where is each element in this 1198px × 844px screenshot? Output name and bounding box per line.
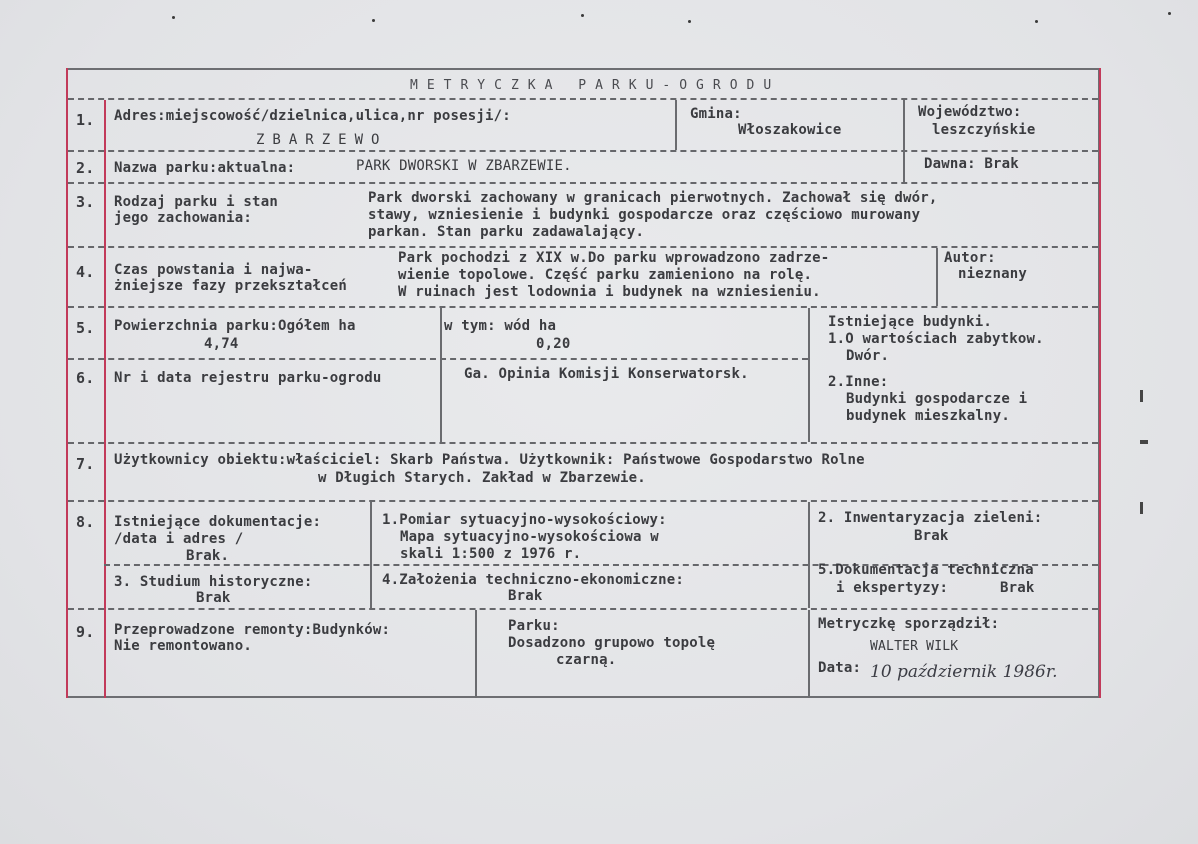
users-text: Użytkownicy obiektu:właściciel: Skarb Państwa. Użytkownik: Państwowe Gospodarstwo Rolne — [114, 452, 865, 468]
history-text: wienie topolowe. Część parku zamieniono na rolę. — [398, 267, 813, 283]
buildings-text: 2.Inne: — [828, 374, 889, 390]
prepared-by-label: Metryczkę sporządził: — [818, 616, 1000, 632]
margin-mark — [1140, 502, 1143, 514]
historical-study-label: 3. Studium historyczne: — [114, 574, 313, 590]
red-margin-line — [1099, 68, 1101, 698]
voivodeship-label: Województwo: — [918, 104, 1022, 120]
row-number-9: 9. — [76, 623, 95, 641]
survey-text: Mapa sytuacyjno-wysokościowa w — [400, 529, 659, 545]
park-type-text: parkan. Stan parku zadawalający. — [368, 224, 645, 240]
prepared-by-name: WALTER WILK — [870, 639, 959, 654]
technical-assumptions-value: Brak — [508, 588, 543, 604]
water-area-value: 0,20 — [536, 336, 571, 352]
park-renovation-text: czarną. — [556, 652, 617, 668]
address-value: ZBARZEWO — [256, 132, 388, 148]
gmina-label: Gmina: — [690, 106, 742, 122]
buildings-text: Dwór. — [846, 348, 890, 364]
greenery-inventory-label: 2. Inwentaryzacja zieleni: — [818, 510, 1043, 526]
tech-documentation-label: 5.Dokumentacja techniczna — [818, 562, 1034, 578]
buildings-text: budynek mieszkalny. — [846, 408, 1010, 424]
row-number-7: 7. — [76, 455, 95, 473]
column-divider — [475, 610, 477, 698]
paper-speck — [581, 14, 584, 17]
survey-text: 1.Pomiar sytuacyjno-wysokościowy: — [382, 512, 667, 528]
author-label: Autor: — [944, 250, 996, 266]
renovations-value: Nie remontowano. — [114, 638, 253, 654]
history-text: W ruinach jest lodownia i budynek na wzniesieniu. — [398, 284, 821, 300]
paper-speck — [172, 16, 175, 19]
row-divider — [68, 500, 1098, 502]
column-divider — [370, 502, 372, 608]
area-label: Powierzchnia parku:Ogółem ha — [114, 318, 356, 334]
column-divider — [808, 610, 810, 698]
tech-documentation-label: i ekspertyzy: — [836, 580, 949, 596]
row-number-5: 5. — [76, 319, 95, 337]
red-margin-line — [66, 68, 68, 698]
tech-documentation-value: Brak — [1000, 580, 1035, 596]
row-divider — [68, 306, 1098, 308]
park-type-label: Rodzaj parku i stan — [114, 194, 278, 210]
row-divider — [68, 246, 1098, 248]
park-name-value: PARK DWORSKI W ZBARZEWIE. — [356, 158, 572, 174]
history-label: żniejsze fazy przekształceń — [114, 278, 347, 294]
column-divider — [808, 308, 810, 442]
former-name: Dawna: Brak — [924, 156, 1019, 172]
margin-mark — [1140, 440, 1148, 444]
renovations-label: Przeprowadzone remonty:Budynków: — [114, 622, 391, 638]
row-divider — [68, 608, 1098, 610]
technical-assumptions-label: 4.Założenia techniczno-ekonomiczne: — [382, 572, 685, 588]
row-divider — [68, 442, 1098, 444]
row-number-2: 2. — [76, 159, 95, 177]
row-number-4: 4. — [76, 263, 95, 281]
column-divider — [936, 248, 938, 306]
buildings-text: 1.O wartościach zabytkow. — [828, 331, 1044, 347]
buildings-text: Budynki gospodarcze i — [846, 391, 1028, 407]
row-number-1: 1. — [76, 111, 95, 129]
park-type-text: Park dworski zachowany w granicach pierwotnych. Zachował się dwór, — [368, 190, 938, 206]
area-total: 4,74 — [204, 336, 239, 352]
greenery-inventory-value: Brak — [914, 528, 949, 544]
history-label: Czas powstania i najwa- — [114, 262, 313, 278]
paper-speck — [688, 20, 691, 23]
row-number-6: 6. — [76, 369, 95, 387]
row-number-8: 8. — [76, 513, 95, 531]
margin-mark — [1140, 390, 1143, 402]
paper-speck — [372, 19, 375, 22]
row-divider — [68, 358, 808, 360]
column-divider — [903, 100, 905, 182]
column-divider — [808, 502, 810, 608]
row-divider — [68, 150, 1098, 152]
documentation-label: Istniejące dokumentacje: — [114, 514, 322, 530]
row-divider — [68, 98, 1098, 100]
register-label: Nr i data rejestru parku-ogrodu — [114, 370, 382, 386]
conservator-opinion: Ga. Opinia Komisji Konserwatorsk. — [464, 366, 749, 382]
row-divider — [68, 182, 1098, 184]
voivodeship-value: leszczyńskie — [932, 122, 1036, 138]
column-divider — [440, 308, 442, 442]
water-area-label: w tym: wód ha — [444, 318, 557, 334]
documentation-value: Brak. — [186, 548, 230, 564]
park-renovation-label: Parku: — [508, 618, 560, 634]
gmina-value: Włoszakowice — [738, 122, 842, 138]
park-type-text: stawy, wzniesienie i budynki gospodarcze oraz częściowo murowany — [368, 207, 921, 223]
address-label: Adres:miejscowość/dzielnica,ulica,nr posesji/: — [114, 108, 511, 124]
park-type-label: jego zachowania: — [114, 210, 253, 226]
park-renovation-text: Dosadzono grupowo topolę — [508, 635, 716, 651]
paper-speck — [1168, 12, 1171, 15]
author-value: nieznany — [958, 266, 1028, 282]
users-text: w Długich Starych. Zakład w Zbarzewie. — [318, 470, 646, 486]
column-divider — [675, 100, 677, 150]
form-title: METRYCZKA PARKU-OGRODU — [410, 78, 781, 93]
documentation-label: /data i adres / — [114, 531, 244, 547]
handwritten-date: 10 październik 1986r. — [870, 662, 1058, 682]
row-number-3: 3. — [76, 193, 95, 211]
paper-speck — [1035, 20, 1038, 23]
history-text: Park pochodzi z XIX w.Do parku wprowadzono zadrze- — [398, 250, 830, 266]
park-name-label: Nazwa parku:aktualna: — [114, 160, 296, 176]
buildings-text: Istniejące budynki. — [828, 314, 992, 330]
survey-text: skali 1:500 z 1976 r. — [400, 546, 582, 562]
historical-study-value: Brak — [196, 590, 231, 606]
date-label: Data: — [818, 660, 862, 676]
